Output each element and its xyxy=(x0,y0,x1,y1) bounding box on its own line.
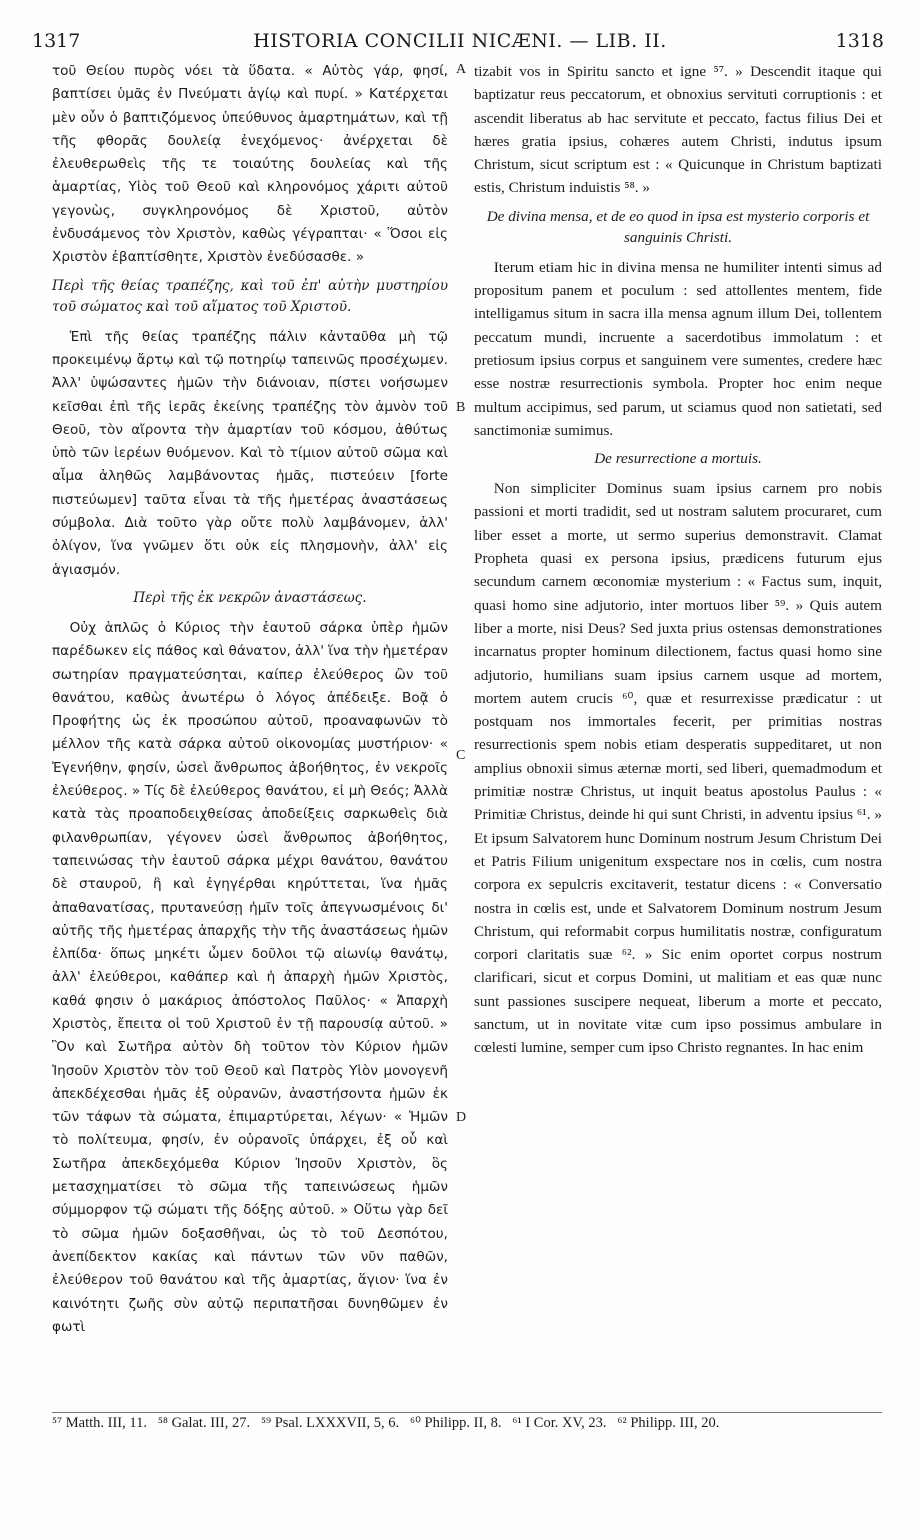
margin-letter-d: D xyxy=(456,1110,467,1125)
page-number-right: 1318 xyxy=(835,30,884,52)
footnote-60: ⁶⁰ Philipp. II, 8. xyxy=(410,1415,502,1431)
latin-heading-divine-table: De divina mensa, et de eo quod in ipsa est mysterio corporis et sanguinis Christi. xyxy=(486,207,870,246)
greek-heading-resurrection: Περὶ τῆς ἐκ νεκρῶν ἀναστάσεως. xyxy=(133,589,367,606)
margin-letter-b: B xyxy=(456,400,466,415)
footnote-59: ⁵⁹ Psal. LXXXVII, 5, 6. xyxy=(260,1415,400,1431)
footnotes xyxy=(52,1412,882,1434)
footnote-57: ⁵⁷ Matth. III, 11. xyxy=(52,1415,147,1431)
footnote-62: ⁶² Philipp. III, 20. xyxy=(617,1415,720,1431)
greek-heading-divine-table: Περὶ τῆς θείας τραπέζης, καὶ τοῦ ἐπ' αὐτὴν μυστηρίου τοῦ σώματος καὶ τοῦ αἵματος τοῦ Χριστοῦ. xyxy=(52,277,448,315)
running-header xyxy=(0,30,920,56)
running-title: HISTORIA CONCILII NICÆNI. — LIB. II. xyxy=(253,30,667,52)
latin-paragraph-2: Iterum etiam hic in divina mensa ne humiliter intenti simus ad propositum panem et poculum : sed attollentes mentem, fide intelligamus situm in sacra illa mensa agnum illum Dei, tollentem peccatum mundi, incruente a sacerdotibus immolatum : et pretiosum ipsius corpus et sanguinem vere sumentes, credere hæc esse nostræ resurrectionis symbola. Propter hoc enim neque multum accipimus, sed parum, ut sciamus quod non satietati, sed sanctimoniæ sumimus. xyxy=(474,258,882,439)
latin-paragraph-3: Non simpliciter Dominus suam ipsius carnem pro nobis passioni et morti tradidit, sed ut nostram salutem procuraret, cum liber esset a morte, ut sermo superius demonstravit. Clamat Propheta quasi ex persona ipsius, prædicens futurum ejus secundum carnem œconomiæ mysterium : « Factus sum, inquit, quasi homo sine adjutorio, inter mortuos liber ⁵⁹. » Quis autem liber a morte, nisi Deus? Sed juxta prius ostensas demonstrationes incarnatus propter hominum dilectionem, factus quasi homo sine adjutorio, humilians suam ipsius carnem usque ad mortem, mortem autem crucis ⁶⁰, quæ et resurrexisse prædicatur : ut postquam nos immortales fecerit, per primitias nostras resurrectionis spem nobis etiam desperatis suppeditaret, ut non amplius obnoxii simus æternæ morti, sed liberi, quemadmodum et primitiæ nostræ Christus, ut inquit beatus apostolus Paulus : « Primitiæ Christus, deinde hi qui sunt Christi, in adventu ipsius ⁶¹. » Et ipsum Salvatorem hunc Dominum nostrum Jesum Christum Dei et Patris Filium unigenitum exspectare nos in cœlis, cum nostra corpora ex sepulcris excitaverit, testatur dicens : « Conversatio nostra in cœlis est, unde et Salvatorem Dominum nostrum Jesum Christum, qui reformabit corpus humilitatis nostræ, configuratum corpori claritatis suæ ⁶². » Sic enim oportet corpus nostrum clarificari, sicut et corpus Domini, ut malitiam et eas quæ nunc sunt passiones suscipere nequeat, liberum a morte et peccato, sanctum, ut in novitate vitæ cum ipso possimus ambulare in cœlesti lumine, semper cum ipso Christo regnantes. In hac enim xyxy=(474,480,882,1057)
footnote-58: ⁵⁸ Galat. III, 27. xyxy=(157,1415,251,1431)
greek-paragraph-2: Ἐπὶ τῆς θείας τραπέζης πάλιν κἀνταῦθα μὴ τῷ προκειμένῳ ἄρτῳ καὶ τῷ ποτηρίῳ ταπεινῶς προσέχωμεν. Ἀλλ' ὑψώσαντες ἡμῶν τὴν διάνοιαν, πίστει νοήσωμεν κεῖσθαι ἐπὶ τῆς ἱερᾶς ἐκείνης τραπέζης τὸν ἀμνὸν τοῦ Θεοῦ, τὸν αἴροντα τὴν ἁμαρτίαν τοῦ κόσμου, ἀθύτως ὑπὸ τῶν ἱερέων θυόμενον. Καὶ τὸ τίμιον αὐτοῦ σῶμα καὶ αἷμα ἀληθῶς λαμβάνοντας ἡμᾶς, πιστεύειν [forte πιστεύωμεν] ταῦτα εἶναι τὰ τῆς ἡμετέρας ἀναστάσεως σύμβολα. Διὰ τοῦτο γὰρ οὔτε πολὺ λαμβάνομεν, ἀλλ' ὀλίγον, ἵνα γνῶμεν ὅτι οὐκ εἰς πλησμονὴν, ἀλλ' εἰς ἁγιασμόν. xyxy=(52,328,448,578)
margin-letter-a: A xyxy=(456,62,467,77)
margin-letter-c: C xyxy=(456,748,466,763)
footnote-61: ⁶¹ I Cor. XV, 23. xyxy=(512,1415,607,1431)
latin-paragraph-1: tizabit vos in Spiritu sancto et igne ⁵⁷. » Descendit itaque qui baptizatur reus peccatorum, et obnoxius servituti corruptionis : et ascendit liberatus ab hac servitute et peccato, factus filius Dei et hæres gratia ipsius, cohæres autem Christi, indutus ipsum Christum, sicut scriptum est : « Quicunque in Christum baptizati estis, Christum induistis ⁵⁸. » xyxy=(474,63,882,197)
latin-column xyxy=(474,60,882,1060)
greek-paragraph-1: τοῦ Θείου πυρὸς νόει τὰ ὕδατα. « Αὐτὸς γάρ, φησί, βαπτίσει ὑμᾶς ἐν Πνεύματι ἁγίῳ καὶ πυρί. » Κατέρχεται μὲν οὖν ὁ βαπτιζόμενος ὑπεύθυνος ἁμαρτημάτων, καὶ τῇ τῆς φθορᾶς δουλείᾳ ἐνεχόμενος· ἀνέρχεται δὲ ἐλευθερωθεὶς τῆς τε τοιαύτης δουλείας καὶ τῆς ἁμαρτίας, Υἱὸς τοῦ Θεοῦ καὶ κληρονόμος χάριτι αὐτοῦ γεγονὼς, συγκληρονόμος δὲ Χριστοῦ, αὐτὸν ἐνδυσάμενος τὸν Χριστὸν, καθὼς γέγραπται· « Ὅσοι εἰς Χριστὸν ἐβαπτίσθητε, Χριστὸν ἐνεδύσασθε. » xyxy=(52,63,448,266)
greek-column xyxy=(52,60,448,1339)
greek-paragraph-3: Οὐχ ἁπλῶς ὁ Κύριος τὴν ἑαυτοῦ σάρκα ὑπὲρ ἡμῶν παρέδωκεν εἰς πάθος καὶ θάνατον, ἀλλ' ἵνα τὴν ἡμετέραν σωτηρίαν πραγματεύσηται, καίπερ ἐλεύθερος ὢν τοῦ θανάτου, καθὼς ἀνωτέρω ὁ λόγος ἀπέδειξε. Βοᾷ ὁ Προφήτης ὡς ἐκ προσώπου αὐτοῦ, προαναφωνῶν τὸ μέλλον τῆς κατὰ σάρκα αὐτοῦ οἰκονομίας μυστήριον· « Ἐγενήθην, φησίν, ὡσεὶ ἄνθρωπος ἀβοήθητος, ἐν νεκροῖς ἐλεύθερος. » Τίς δὲ ἐλεύθερος θανάτου, εἰ μὴ Θεός; Ἀλλὰ κατὰ τὰς προαποδειχθείσας ἀποδείξεις σαρκωθεὶς διὰ φιλανθρωπίαν, γέγονεν ὡσεὶ ἄνθρωπος ἀβοήθητος, ταπεινώσας τὴν ἑαυτοῦ σάρκα μέχρι θανάτου, θανάτου δὲ σταυροῦ, ἢ καὶ ἐγηγέρθαι κηρύττεται, ἵνα ἡμᾶς ἀπαθανατίσας, πρυτανεύσῃ ἡμῖν τοῖς ἀπεγνωσμένοις δι' αὐτῆς τῆς ἡμετέρας ἀπαρχῆς τὴν τῆς ἀναστάσεως ἡμῶν ἐλπίδα· ὅπως μηκέτι ὦμεν δοῦλοι τῷ αἰωνίῳ θανάτῳ, ἀλλ' ἐλεύθεροι, καθάπερ καὶ ἡ ἀπαρχὴ ἡμῶν Χριστὸς, καθά φησιν ὁ μακάριος ἀπόστολος Παῦλος· « Ἀπαρχὴ Χριστὸς, ἔπειτα οἱ τοῦ Χριστοῦ ἐν τῇ παρουσίᾳ αὐτοῦ. » Ὃν καὶ Σωτῆρα αὐτὸν δὴ τοῦτον τὸν Κύριον ἡμῶν Ἰησοῦν Χριστὸν τὸν τοῦ Θεοῦ καὶ Πατρὸς Υἱὸν μονογενῆ ἀπεκδέχεσθαι ἡμᾶς ἐξ οὐρανῶν, ἀναστήσοντα ἡμῶν ἐκ τῶν τάφων τὰ σώματα, ἐπιμαρτύρεται, λέγων· « Ἡμῶν τὸ πολίτευμα, φησίν, ἐν οὐρανοῖς ὑπάρχει, ἐξ οὗ καὶ Σωτῆρα ἀπεκδεχόμεθα Κύριον Ἰησοῦν Χριστὸν, ὃς μετασχηματίσει τὸ σῶμα τῆς ταπεινώσεως ἡμῶν σύμμορφον τῷ σώματι τῆς δόξης αὐτοῦ. » Οὕτω γὰρ δεῖ τὸ σῶμα ἡμῶν δοξασθῆναι, ὡς τὸ τοῦ Δεσπότου, ἀνεπίδεκτον κακίας καὶ πάντων τῶν νῦν παθῶν, ἐλεύθερον τοῦ θανάτου καὶ τῆς ἁμαρτίας, ἅγιον· ἵνα ἐν καινότητι ζωῆς σὺν αὐτῷ περιπατῆσαι δυνηθῶμεν ἐν φωτὶ xyxy=(52,619,448,1335)
page-number-left: 1317 xyxy=(32,30,81,52)
latin-heading-resurrection: De resurrectione a mortuis. xyxy=(594,450,762,468)
